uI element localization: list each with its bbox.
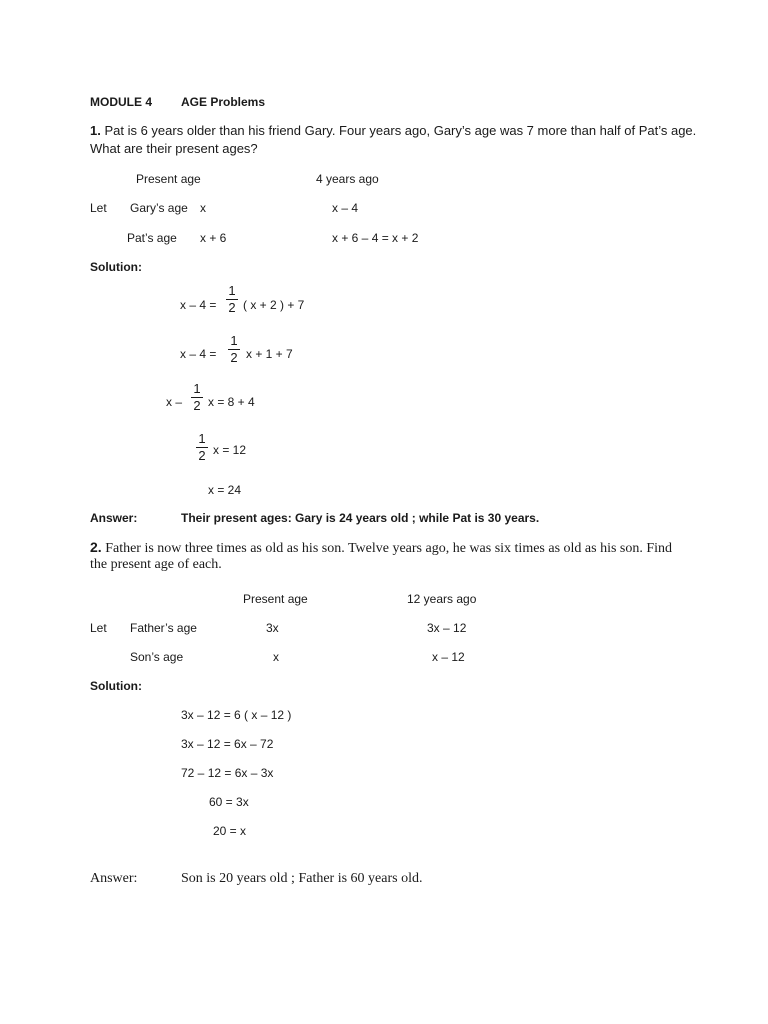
p2-col-past-header: 12 years ago (407, 592, 477, 606)
p2-row-1-past: 3x – 12 (427, 621, 467, 635)
p1-eq-4-fraction (196, 432, 208, 463)
p1-let-label: Let (90, 201, 107, 215)
module-label: MODULE 4 (90, 95, 153, 109)
p2-eq-4: 60 = 3x (209, 795, 249, 809)
module-topic: AGE Problems (181, 95, 266, 109)
p1-answer-text: Their present ages: Gary is 24 years old ; while Pat is 30 years. (181, 511, 540, 525)
p1-eq-3-fraction (191, 382, 203, 413)
fraction-denominator: 2 (228, 300, 236, 315)
p1-eq-5: x = 24 (208, 483, 242, 497)
p1-eq-1-right: ( x + 2 ) + 7 (243, 298, 305, 312)
p1-col-present-header: Present age (136, 172, 201, 186)
p2-row-1-label: Father’s age (130, 621, 197, 635)
p2-row-2-present: x (273, 650, 279, 664)
problem-2-line-1 (90, 540, 672, 556)
p1-row-2-past: x + 6 – 4 = x + 2 (332, 231, 419, 245)
p1-row-1-present: x (200, 201, 206, 215)
p2-let-label: Let (90, 621, 107, 635)
p2-answer-label: Answer: (90, 871, 138, 886)
p1-eq-1-fraction (226, 284, 238, 315)
p2-row-2-past: x – 12 (432, 650, 465, 664)
fraction-numerator: 1 (230, 333, 238, 348)
fraction-denominator: 2 (193, 398, 201, 413)
p2-eq-1: 3x – 12 = 6 ( x – 12 ) (181, 708, 292, 722)
p2-answer-text: Son is 20 years old ; Father is 60 years old. (181, 871, 423, 886)
p2-row-1-present: 3x (266, 621, 279, 635)
p1-row-1-label: Gary’s age (130, 201, 188, 215)
fraction-numerator: 1 (193, 381, 201, 396)
p1-col-past-header: 4 years ago (316, 172, 379, 186)
p1-eq-3-left: x – (166, 395, 183, 409)
p2-col-present-header: Present age (243, 592, 308, 606)
p1-solution-label: Solution: (90, 260, 142, 274)
problem-1-text-1: Pat is 6 years older than his friend Gary. Four years ago, Gary’s age was 7 more than half of Pat’s age. (104, 123, 697, 138)
problem-1-line-1 (90, 124, 696, 137)
problem-2-text-1: Father is now three times as old as his son. Twelve years ago, he was six times as old as his son. Find (105, 541, 673, 556)
p2-eq-3: 72 – 12 = 6x – 3x (181, 766, 274, 780)
fraction-numerator: 1 (198, 431, 206, 446)
fraction-denominator: 2 (198, 448, 206, 463)
p1-row-2-label: Pat’s age (127, 231, 177, 245)
p1-row-2-present: x + 6 (200, 231, 227, 245)
p1-eq-4-right: x = 12 (213, 443, 247, 457)
p1-row-1-past: x – 4 (332, 201, 359, 215)
problem-2-number: 2. (90, 539, 102, 555)
p1-answer-label: Answer: (90, 511, 138, 525)
p2-solution-label: Solution: (90, 679, 142, 693)
problem-1-line-2: What are their present ages? (90, 141, 258, 156)
p1-eq-2-right: x + 1 + 7 (246, 347, 293, 361)
problem-1-number: 1. (90, 123, 101, 138)
fraction-numerator: 1 (228, 283, 236, 298)
p2-eq-5: 20 = x (213, 824, 247, 838)
p1-eq-3-right: x = 8 + 4 (208, 395, 255, 409)
p2-row-2-label: Son’s age (130, 650, 184, 664)
p2-eq-2: 3x – 12 = 6x – 72 (181, 737, 274, 751)
p1-eq-2-fraction (228, 334, 240, 365)
p1-eq-1-left: x – 4 = (180, 298, 217, 312)
problem-2-line-2: the present age of each. (90, 557, 222, 572)
fraction-denominator: 2 (230, 350, 238, 365)
p1-eq-2-left: x – 4 = (180, 347, 217, 361)
